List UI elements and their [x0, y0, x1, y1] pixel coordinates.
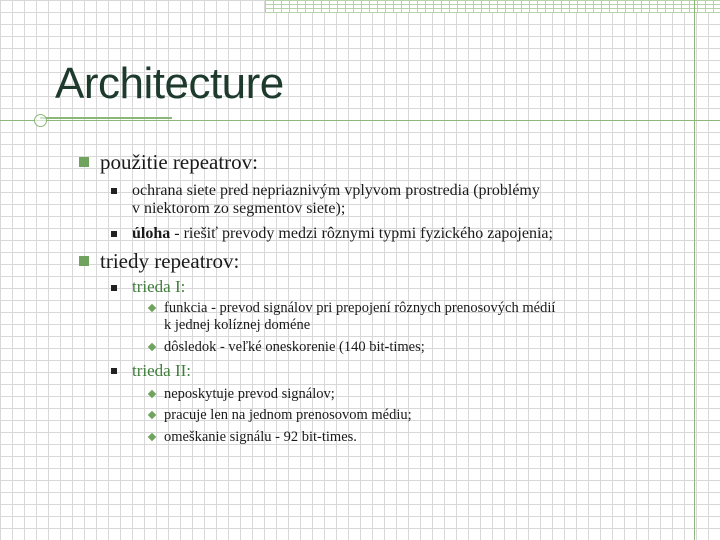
list-item: ochrana siete pred nepriaznivým vplyvom prostredia (problémy [132, 182, 540, 199]
class-point: funkcia - prevod signálov pri prepojení rôznych prenosových médií [164, 300, 556, 316]
diamond-bullet-icon [148, 433, 156, 441]
square-bullet-icon [79, 256, 89, 266]
diamond-bullet-icon [148, 304, 156, 312]
square-bullet-icon [111, 188, 117, 194]
list-item-bold: úloha [132, 225, 171, 242]
class-point: dôsledok - veľké oneskorenie (140 bit-times; [164, 339, 425, 355]
list-item-text: - riešiť prevody medzi rôznymi typmi fyzického zapojenia; [170, 225, 553, 242]
bullet-heading: použitie repeatrov: [100, 150, 259, 174]
class-point-continuation: k jednej kolíznej doméne [164, 317, 311, 333]
bullet-heading: triedy repeatrov: [100, 249, 240, 273]
class-point: omeškanie signálu - 92 bit-times. [164, 429, 357, 445]
square-bullet-icon [79, 157, 89, 167]
list-item-continuation: v niektorom zo segmentov siete); [132, 200, 346, 217]
square-bullet-icon [111, 231, 117, 237]
diamond-bullet-icon [148, 343, 156, 351]
square-bullet-icon [111, 285, 117, 291]
class-label: trieda II: [132, 361, 191, 380]
diamond-bullet-icon [148, 390, 156, 398]
class-label: trieda I: [132, 277, 186, 296]
class-point: pracuje len na jednom prenosovom médiu; [164, 407, 412, 423]
square-bullet-icon [111, 368, 117, 374]
diamond-bullet-icon [148, 411, 156, 419]
slide-title: Architecture [55, 59, 284, 108]
class-point: neposkytuje prevod signálov; [164, 386, 335, 402]
list-item [132, 225, 553, 243]
